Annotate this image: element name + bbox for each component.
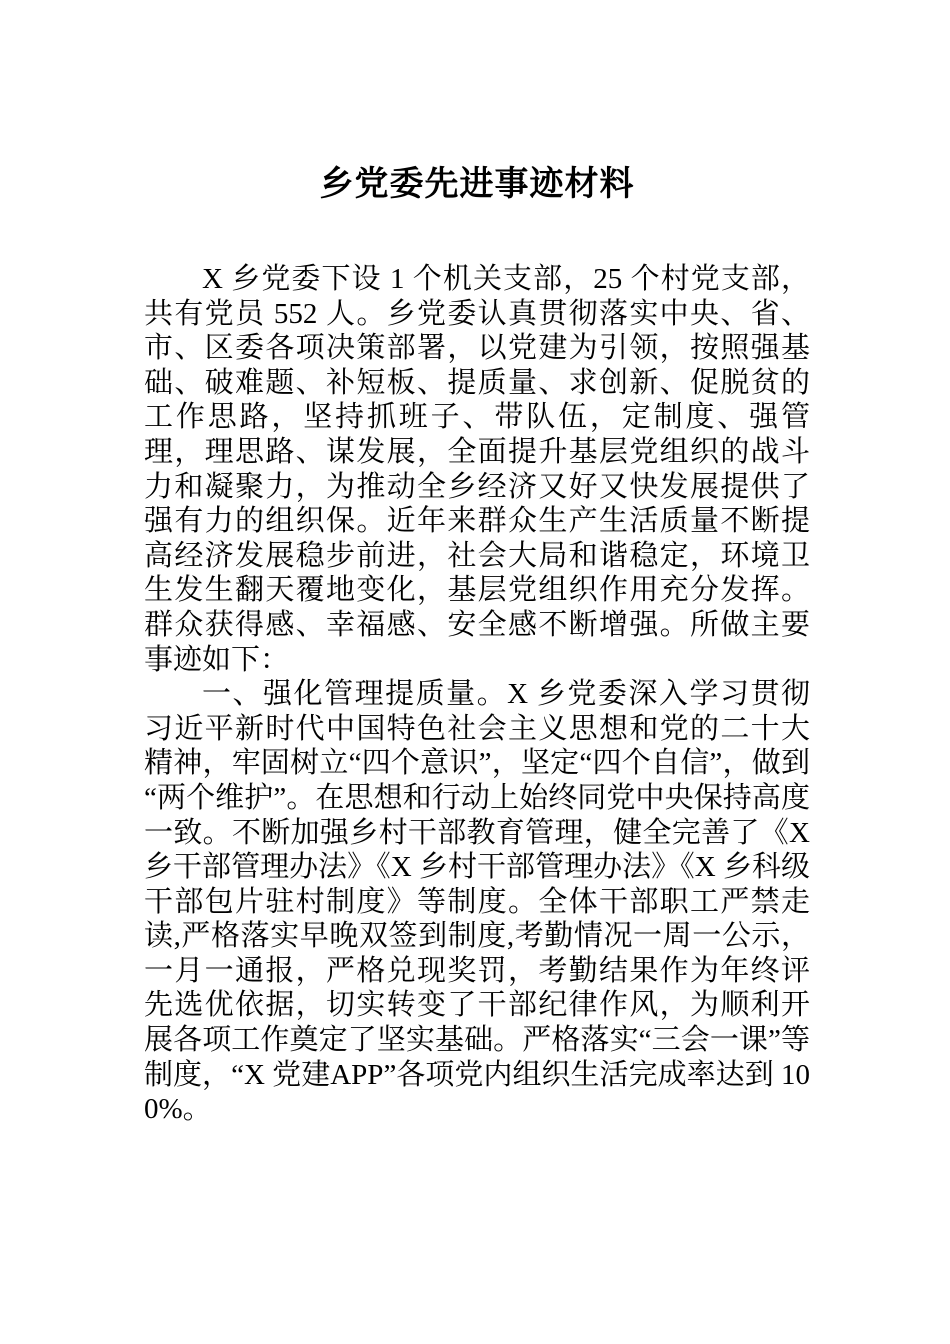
body-paragraph-2: 一、强化管理提质量。X 乡党委深入学习贯彻习近平新时代中国特色社会主义思想和党的二十大精神，牢固树立“四个意识”，坚定“四个自信”，做到“两个维护”。在思想和行动上始终同党中央保持高度一致。不断加强乡村干部教育管理，健全完善了《X 乡干部管理办法》《X 乡村干部管理办法》《X 乡科级干部包片驻村制度》等制度。全体干部职工严禁走读,严格落实早晚双签到制度,考勤情况一周一公示，一月一通报，严格兑现奖罚，考勤结果作为年终评先选优依据，切实转变了干部纪律作风，为顺利开展各项工作奠定了坚实基础。严格落实“三会一课”等制度，“X 党建APP”各项党内组织生活完成率达到 100%。	[144, 678, 810, 1126]
body-paragraph-1: X 乡党委下设 1 个机关支部，25 个村党支部，共有党员 552 人。乡党委认真贯彻落实中央、省、市、区委各项决策部署，以党建为引领，按照强基础、破难题、补短板、提质量、求创新、促脱贫的工作思路，坚持抓班子、带队伍，定制度、强管理，理思路、谋发展，全面提升基层党组织的战斗力和凝聚力，为推动全乡经济又好又快发展提供了强有力的组织保。近年来群众生产生活质量不断提高经济发展稳步前进，社会大局和谐稳定，环境卫生发生翻天覆地变化，基层党组织作用充分发挥。群众获得感、幸福感、安全感不断增强。所做主要事迹如下：	[144, 263, 810, 676]
document-body	[144, 262, 810, 1127]
document-title: 乡党委先进事迹材料	[319, 165, 635, 203]
